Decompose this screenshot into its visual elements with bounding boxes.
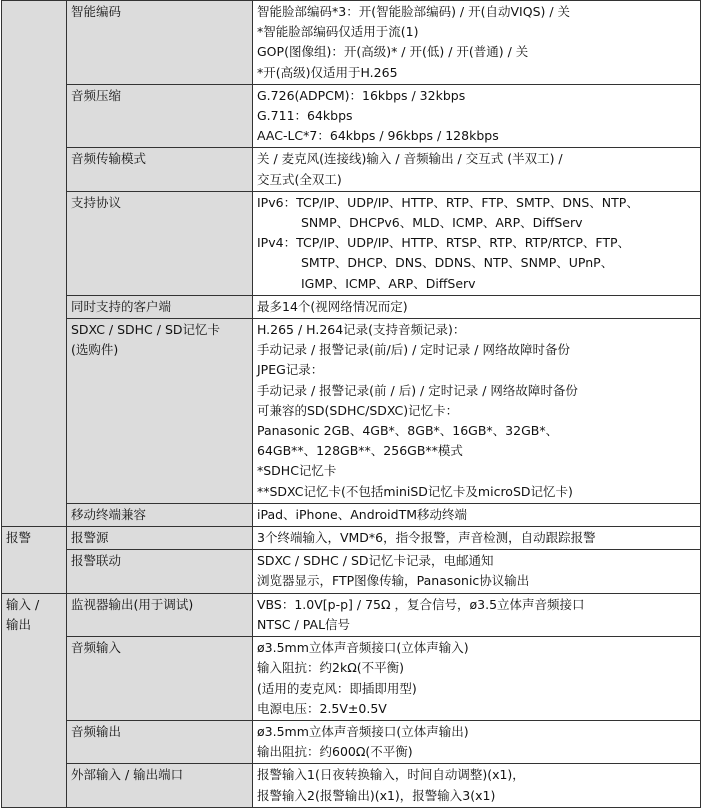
value-line: SMTP、DHCP、DNS、DDNS、NTP、SNMP、UPnP、 xyxy=(301,255,614,271)
value-line: IPv4：TCP/IP、UDP/IP、HTTP、RTSP、RTP、RTP/RTCP、FTP、 xyxy=(257,235,630,251)
category-line: 输入 / xyxy=(6,596,40,612)
value-line: 报警输入1(日夜转换输入，时间自动调整)(x1)， xyxy=(257,767,525,783)
row-value xyxy=(253,295,701,318)
table-row xyxy=(2,593,701,636)
value-line: 最多14个(视网络情况而定) xyxy=(257,298,408,314)
row-label: 音频输出 xyxy=(67,720,253,763)
value-line: *开(高级)仅适用于H.265 xyxy=(257,64,398,80)
row-value xyxy=(253,84,701,148)
value-line: 可兼容的SD(SDHC/SDXC)记忆卡： xyxy=(257,402,459,418)
table-row xyxy=(2,295,701,318)
row-label: 支持协议 xyxy=(67,191,253,295)
table-row xyxy=(2,550,701,593)
table-row xyxy=(2,720,701,763)
row-label xyxy=(67,319,253,504)
table-row xyxy=(2,764,701,807)
value-line: 3个终端输入，VMD*6，指令报警，声音检测，自动跟踪报警 xyxy=(257,530,596,546)
value-line: SDXC / SDHC / SD记忆卡记录，电邮通知 xyxy=(257,553,494,569)
row-label-line: (选购件) xyxy=(71,342,119,358)
value-line: 浏览器显示，FTP图像传输，Panasonic协议输出 xyxy=(257,573,530,589)
row-label: 智能编码 xyxy=(67,1,253,85)
value-line: IPv6：TCP/IP、UDP/IP、HTTP、RTP、FTP、SMTP、DNS、NTP、 xyxy=(257,194,639,210)
value-line: GOP(图像组)：开(高级)* / 开(低) / 开(普通) / 关 xyxy=(257,44,529,60)
value-line: ø3.5mm立体声音频接口(立体声输入) xyxy=(257,640,469,656)
table-row xyxy=(2,637,701,721)
category-cell-network xyxy=(2,1,67,527)
table-row xyxy=(2,148,701,191)
row-value xyxy=(253,191,701,295)
table-row xyxy=(2,503,701,526)
row-label-line: SDXC / SDHC / SD记忆卡 xyxy=(71,322,221,338)
table-row xyxy=(2,191,701,295)
value-line: 电源电压：2.5V±0.5V xyxy=(257,700,387,716)
value-line: SNMP、DHCPv6、MLD、ICMP、ARP、DiffServ xyxy=(301,215,583,231)
value-line: 报警输入2(报警输出)(x1)，报警输入3(x1) xyxy=(257,787,496,803)
value-line: 64GB**、128GB**、256GB**模式 xyxy=(257,443,463,459)
value-line: Panasonic 2GB、4GB*、8GB*、16GB*、32GB*、 xyxy=(257,423,559,439)
value-line: *智能脸部编码仅适用于流(1) xyxy=(257,24,419,40)
row-value xyxy=(253,148,701,191)
value-line: 输入阻抗：约2kΩ(不平衡) xyxy=(257,660,404,676)
value-line: IGMP、ICMP、ARP、DiffServ xyxy=(301,275,476,291)
value-line: G.726(ADPCM)：16kbps / 32kbps xyxy=(257,87,466,103)
row-value xyxy=(253,720,701,763)
row-label: 同时支持的客户端 xyxy=(67,295,253,318)
value-line: VBS：1.0V[p-p] / 75Ω ，复合信号，ø3.5立体声音频接口 xyxy=(257,596,585,612)
row-label: 移动终端兼容 xyxy=(67,503,253,526)
value-line: iPad、iPhone、AndroidTM移动终端 xyxy=(257,506,467,522)
row-value xyxy=(253,527,701,550)
row-value xyxy=(253,503,701,526)
category-line: 输出 xyxy=(6,616,32,632)
row-label: 音频输入 xyxy=(67,637,253,721)
value-line: 智能脸部编码*3：开(智能脸部编码) / 开(自动VIQS) / 关 xyxy=(257,4,571,19)
value-line: (适用的麦克风：即插即用型) xyxy=(257,680,417,696)
row-value xyxy=(253,764,701,807)
row-value xyxy=(253,637,701,721)
value-line: NTSC / PAL信号 xyxy=(257,616,351,632)
table-row xyxy=(2,527,701,550)
value-line: *SDHC记忆卡 xyxy=(257,463,337,479)
row-label: 音频传输模式 xyxy=(67,148,253,191)
category-cell-io xyxy=(2,593,67,807)
row-label: 报警联动 xyxy=(67,550,253,593)
row-value xyxy=(253,319,701,504)
value-line: 手动记录 / 报警记录(前/后) / 定时记录 / 网络故障时备份 xyxy=(257,342,570,358)
value-line: 输出阻抗：约600Ω(不平衡) xyxy=(257,744,413,760)
row-label: 报警源 xyxy=(67,527,253,550)
value-line: **SDXC记忆卡(不包括miniSD记忆卡及microSD记忆卡) xyxy=(257,483,573,499)
value-line: 手动记录 / 报警记录(前 / 后) / 定时记录 / 网络故障时备份 xyxy=(257,382,578,398)
row-value xyxy=(253,593,701,636)
table-row xyxy=(2,319,701,504)
value-line: 交互式(全双工) xyxy=(257,171,342,187)
row-label: 外部输入 / 输出端口 xyxy=(67,764,253,807)
row-label: 音频压缩 xyxy=(67,84,253,148)
table-row xyxy=(2,1,701,85)
spec-table xyxy=(1,0,701,808)
value-line: AAC-LC*7：64kbps / 96kbps / 128kbps xyxy=(257,128,499,144)
row-value xyxy=(253,1,701,85)
row-value xyxy=(253,550,701,593)
category-cell-alarm: 报警 xyxy=(2,527,67,594)
row-label: 监视器输出(用于调试) xyxy=(67,593,253,636)
value-line: G.711：64kbps xyxy=(257,108,353,124)
value-line: 关 / 麦克风(连接线)输入 / 音频输出 / 交互式 (半双工) / xyxy=(257,151,563,167)
table-row xyxy=(2,84,701,148)
value-line: ø3.5mm立体声音频接口(立体声输出) xyxy=(257,723,469,739)
value-line: H.265 / H.264记录(支持音频记录)： xyxy=(257,322,466,338)
value-line: JPEG记录： xyxy=(257,362,324,378)
